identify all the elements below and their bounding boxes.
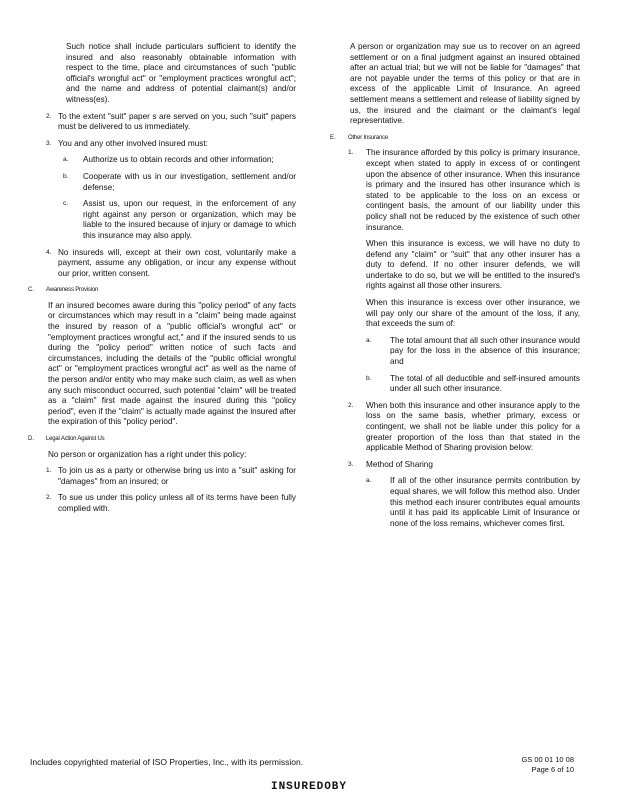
- watermark-text: INSUREDOBY: [270, 781, 347, 793]
- legal-action-item-2: 2. To sue us under this policy unless all of its terms have been fully complied with.: [46, 493, 296, 513]
- page-number: Page 6 of 10: [531, 765, 574, 774]
- condition-subitem-a: a. Authorize us to obtain records and other information;: [63, 155, 274, 165]
- other-insurance-subitem-a: a. The total amount that all such other insurance would pay for the loss in the absence of this insurance; and: [366, 335, 580, 367]
- condition-subitem-c: c. Assist us, upon our request, in the enforcement of any right against any person or organization, which may be liable to the insured because of injury or damage to which this insurance may also apply.: [63, 199, 296, 240]
- condition-item-2: 2. To the extent "suit" paper s are served on you, such "suit" papers must be delivered to us immediately.: [46, 111, 296, 132]
- left-column: [28, 42, 296, 521]
- other-insurance-item-2: 2. When both this insurance and other insurance apply to the loss on the same basis, whether primary, excess or contingent, we shall not be liable under this policy for a greater proportion of the loss than that stated in the applicable Method of Sharing provision below:: [348, 400, 580, 453]
- legal-action-paragraph: No person or organization has a right under this policy:: [48, 449, 247, 459]
- condition-subitem-b: b. Cooperate with us in our investigation, settlement and/or defense;: [63, 171, 296, 192]
- section-heading-d: D. Legal Action Against Us: [28, 436, 105, 442]
- excess-share-paragraph: When this insurance is excess over other insurance, we will pay only our share of the amount of the loss, if any, that exceeds the sum of:: [366, 298, 580, 329]
- notice-particulars-paragraph: Such notice shall include particulars sufficient to identify the insured and also reasonably obtainable information with respect to the time, place and circumstances of such "public official's wrongful act" or "employment practices wrongful act"; and the name and address of potential claimant(s) and/or witness(es).: [66, 42, 296, 104]
- other-insurance-subitem-b: b. The total of all deductible and self-insured amounts under all such other insurance.: [366, 373, 580, 394]
- condition-item-4: 4. No insureds will, except at their own cost, voluntarily make a payment, assume any obligation, or incur any expense without our prior, written consent.: [46, 247, 296, 278]
- section-heading-c: C. Awareness Provision: [28, 287, 99, 294]
- copyright-notice: Includes copyrighted material of ISO Properties, Inc., with its permission.: [30, 757, 304, 767]
- form-number: GS 00 01 10 08: [521, 755, 574, 764]
- section-heading-e: E. Other Insurance: [330, 134, 389, 141]
- awareness-provision-paragraph: If an insured becomes aware during this "policy period" of any facts or circumstances which may result in a "claim" being made against the insured by reason of a "public official's wrongful act" or "employment practices wrongful act," and if the insured sends to us during the "policy period" written notice of such facts and circumstances, including the details of the "public official wrongful act" or "employment practices wrongful act" as well as the name of the person and/or entity who may make such claim, as well as when any such misconduct occurred, such potential "claim" will be treated as a "claim" first made against the insured during this "policy period", even if the "claim" is actually made against the insured after the expiration of this "policy period".: [48, 300, 296, 427]
- right-column: [330, 42, 580, 535]
- method-of-sharing-subitem-a: a. If all of the other insurance permits contribution by equal shares, we will follow this method also. Under this method each insurer contributes equal amounts until it has paid its applicable Limit of Insurance or none of the loss remains, whichever comes first.: [366, 476, 580, 528]
- legal-action-item-1: 1. To join us as a party or otherwise bring us into a "suit" asking for "damages" from an insured; or: [46, 466, 296, 486]
- condition-item-3: 3. You and any other involved insured must:: [46, 138, 208, 148]
- other-insurance-item-1: 1. The insurance afforded by this policy is primary insurance, except when stated to apply in excess of or contingent upon the absence of other insurance. When this insurance is primary and the insured has other insurance which is stated to be applicable to the loss on an excess or contingent basis, the amount of our liability under this policy shall not be reduced by the existence of such other insurance.: [348, 148, 580, 232]
- agreed-settlement-paragraph: A person or organization may sue us to recover on an agreed settlement or on a final judgment against an insured obtained after an actual trial; but we will not be liable for "damages" that are not payable under the terms of this policy or that are in excess of the applicable Limit of Insurance. An agreed settlement means a settlement and release of liability signed by us, the insured and the claimant or the claimant's legal representative.: [350, 42, 580, 126]
- form-info: [494, 755, 574, 775]
- other-insurance-item-3: 3. Method of Sharing: [348, 459, 433, 469]
- excess-defense-paragraph: When this insurance is excess, we will have no duty to defend any "claim" or "suit" that any other insurer has a duty to defend. If no other insurer defends, we will undertake to do so, but we will be entitled to the insured's rights against all those other insurers.: [366, 239, 580, 291]
